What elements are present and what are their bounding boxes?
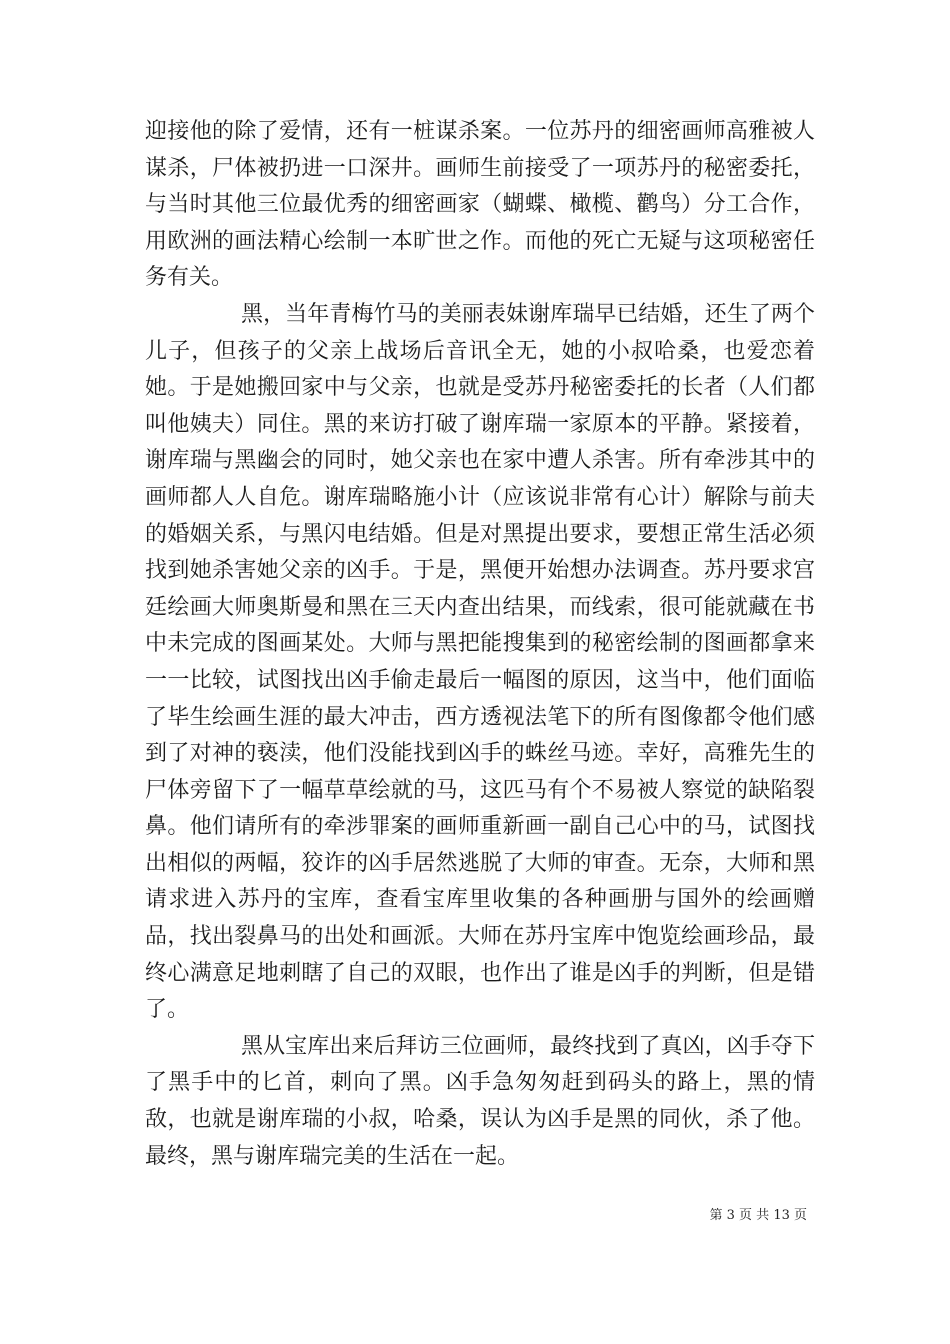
body-text bbox=[145, 114, 815, 1175]
paragraph-3: 黑从宝库出来后拜访三位画师，最终找到了真凶，凶手夺下了黑手中的匕首，刺向了黑。凶手急匆匆赶到码头的路上，黑的情敌，也就是谢库瑞的小叔，哈桑，误认为凶手是黑的同伙，杀了他。最终，黑与谢库瑞完美的生活在一起。 bbox=[145, 1033, 815, 1169]
paragraph-2: 黑，当年青梅竹马的美丽表妹谢库瑞早已结婚，还生了两个儿子，但孩子的父亲上战场后音讯全无，她的小叔哈桑，也爱恋着她。于是她搬回家中与父亲，也就是受苏丹秘密委托的长者（人们都叫他姨夫）同住。黑的来访打破了谢库瑞一家原本的平静。紧接着，谢库瑞与黑幽会的同时，她父亲也在家中遭人杀害。所有牵涉其中的画师都人人自危。谢库瑞略施小计（应该说非常有心计）解除与前夫的婚姻关系，与黑闪电结婚。但是对黑提出要求，要想正常生活必须找到她杀害她父亲的凶手。于是，黑便开始想办法调查。苏丹要求宫廷绘画大师奥斯曼和黑在三天内查出结果，而线索，很可能就藏在书中未完成的图画某处。大师与黑把能搜集到的秘密绘制的图画都拿来一一比较，试图找出凶手偷走最后一幅图的原因，这当中，他们面临了毕生绘画生涯的最大冲击，西方透视法笔下的所有图像都令他们感到了对神的亵渎，他们没能找到凶手的蛛丝马迹。幸好，高雅先生的尸体旁留下了一幅草草绘就的马，这匹马有个不易被人察觉的缺陷裂鼻。他们请所有的牵涉罪案的画师重新画一副自己心中的马，试图找出相似的两幅，狡诈的凶手居然逃脱了大师的审查。无奈，大师和黑请求进入苏丹的宝库，查看宝库里收集的各种画册与国外的绘画赠品，找出裂鼻马的出处和画派。大师在苏丹宝库中饱览绘画珍品，最终心满意足地刺瞎了自己的双眼，也作出了谁是凶手的判断，但是错了。 bbox=[145, 301, 815, 1023]
paragraph-1: 迎接他的除了爱情，还有一桩谋杀案。一位苏丹的细密画师高雅被人谋杀，尸体被扔进一口深井。画师生前接受了一项苏丹的秘密委托，与当时其他三位最优秀的细密画家（蝴蝶、橄榄、鹳鸟）分工合作，用欧洲的画法精心绘制一本旷世之作。而他的死亡无疑与这项秘密任务有关。 bbox=[145, 119, 815, 291]
page-number-footer: 第 3 页 共 13 页 bbox=[709, 1208, 807, 1223]
